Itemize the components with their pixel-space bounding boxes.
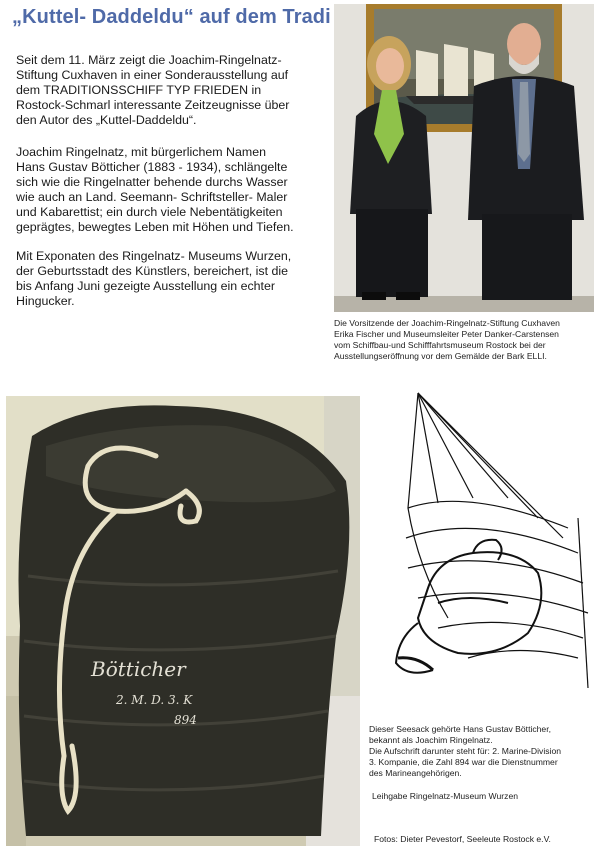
exhibition-paragraph <box>16 249 326 309</box>
text-line: und Kabarettist; ein durch viele Nebentätigkeiten <box>16 205 283 219</box>
photo-caption <box>334 318 596 362</box>
text-line: dem TRADITIONSSCHIFF TYP FRIEDEN in <box>16 83 262 97</box>
article-title: „Kuttel- Daddeldu“ auf dem Tradi <box>12 6 331 28</box>
caption-line: Die Aufschrift darunter steht für: 2. Marine-Division <box>369 746 562 756</box>
biography-paragraph <box>16 145 326 235</box>
caption-line: 3. Kompanie, die Zahl 894 war die Dienstnummer <box>369 757 558 767</box>
seabag-number-inscription: 894 <box>174 713 197 727</box>
text-line: wie auch an Land. Seemann- Schriftsteller- Maler <box>16 190 288 204</box>
text-line: bis Anfang Juni gezeigte Ausstellung ein echter <box>16 279 276 293</box>
seabag-name-inscription: Bötticher <box>91 657 186 681</box>
caption-line: Die Vorsitzende der Joachim-Ringelnatz-Stiftung Cuxhaven <box>334 318 560 328</box>
caption-line: Ausstellungseröffnung vor dem Gemälde der Bark ELLI. <box>334 351 547 361</box>
loan-note: Leihgabe Ringelnatz-Museum Wurzen <box>372 791 519 801</box>
text-line: Seit dem 11. März zeigt die Joachim-Ringelnatz- <box>16 53 282 67</box>
text-line: Rostock-Schmarl interessante Zeitzeugnisse über <box>16 98 290 112</box>
text-line: sich wie die Ringelnatter behende durchs Wasser <box>16 175 288 189</box>
hammock-drawing <box>378 388 592 688</box>
text-line: den Autor des „Kuttel-Daddeldu“. <box>16 113 197 127</box>
seabag-caption <box>369 724 595 779</box>
caption-line: des Marineangehörigen. <box>369 768 462 778</box>
caption-line: Erika Fischer und Museumsleiter Peter Danker-Carstensen <box>334 329 559 339</box>
exhibition-opening-photo <box>334 4 594 312</box>
text-line: geprägtes, bewegtes Leben mit Höhen und Tiefen. <box>16 220 294 234</box>
seabag-division-inscription: 2. M. D. 3. K <box>116 693 193 707</box>
photo-credit: Fotos: Dieter Pevestorf, Seeleute Rostock e.V. <box>374 834 551 844</box>
text-line: Hans Gustav Bötticher (1883 - 1934), schlängelte <box>16 160 288 174</box>
caption-line: vom Schiffbau-und Schifffahrtsmuseum Rostock bei der <box>334 340 546 350</box>
intro-paragraph <box>16 53 326 128</box>
text-line: Stiftung Cuxhaven in einer Sonderausstellung auf <box>16 68 289 82</box>
seabag-photo <box>6 396 360 846</box>
caption-line: Dieser Seesack gehörte Hans Gustav Bötticher, <box>369 724 551 734</box>
text-line: der Geburtsstadt des Künstlers, bereichert, ist die <box>16 264 289 278</box>
text-line: Joachim Ringelnatz, mit bürgerlichem Namen <box>16 145 266 159</box>
text-line: Mit Exponaten des Ringelnatz- Museums Wurzen, <box>16 249 292 263</box>
caption-line: bekannt als Joachim Ringelnatz. <box>369 735 493 745</box>
text-line: Hingucker. <box>16 294 75 308</box>
